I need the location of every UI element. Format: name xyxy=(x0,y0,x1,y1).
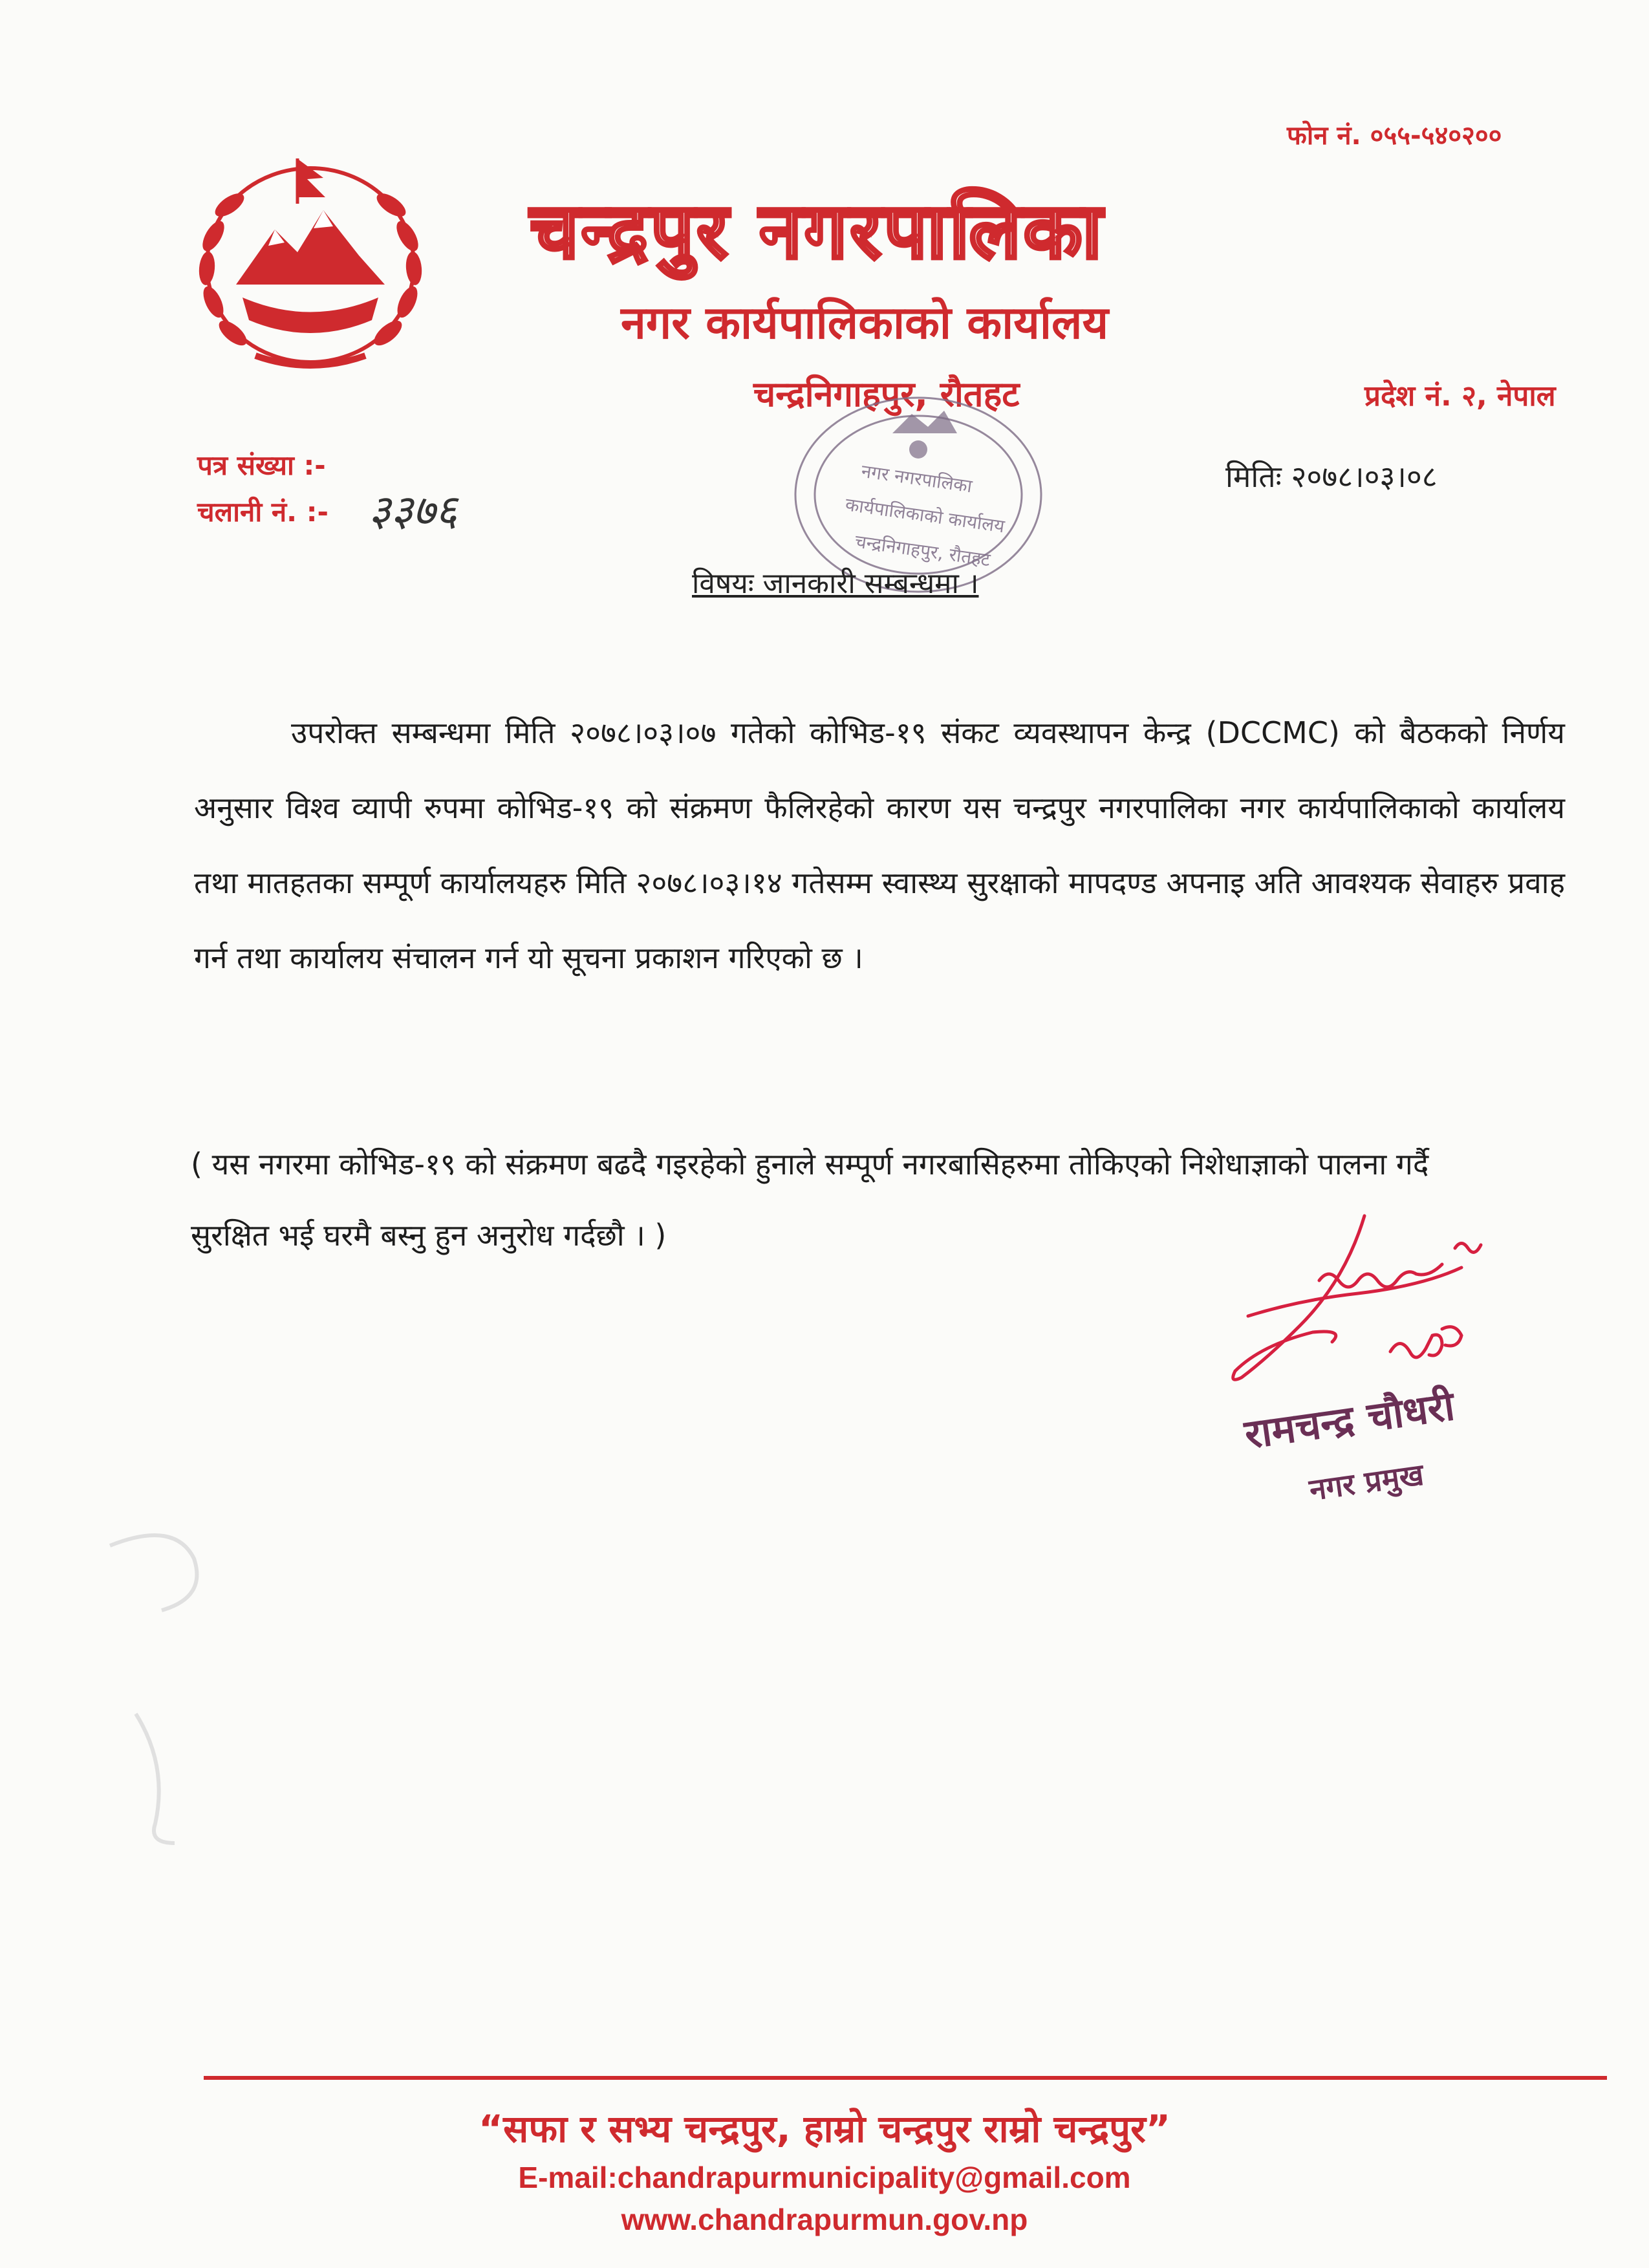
letter-body xyxy=(194,695,1565,995)
office-address: चन्द्रनिगाहपुर, रौतहट xyxy=(753,374,1020,415)
footer-divider xyxy=(204,2076,1607,2080)
footer-website: www.chandrapurmun.gov.np xyxy=(621,2203,1028,2236)
dispatch-number-label: चलानी नं. :- xyxy=(197,496,329,528)
municipality-name: चन्द्रपुर नगरपालिका xyxy=(530,186,1105,275)
letter-note: ( यस नगरमा कोभिड-१९ को संक्रमण बढदै गइरहेको हुनाले सम्पूर्ण नगरबासिहरुमा तोकिएको निशेधाज्ञाको पालना गर्दै सुरक्षित भई घरमै बस्नु हुन अनुरोध गर्दछौ । ) xyxy=(191,1147,1429,1253)
scan-smudge-icon xyxy=(97,1520,265,1856)
province-label: प्रदेश नं. २, नेपाल xyxy=(1364,380,1556,413)
footer-slogan: “सफा र सभ्य चन्द्रपुर, हाम्रो चन्द्रपुर राम्रो चन्द्रपुर” xyxy=(479,2107,1170,2151)
handwritten-signature xyxy=(1151,1203,1539,1416)
nepal-emblem-icon xyxy=(178,133,443,391)
phone-number: फोन नं. ०५५-५४०२०० xyxy=(1287,121,1502,151)
letter-date: मितिः २०७८।०३।०८ xyxy=(1225,459,1438,494)
letter-number-label: पत्र संख्या :- xyxy=(197,449,326,481)
signer-name: रामचन्द्र चौधरी xyxy=(1242,1381,1458,1458)
stamp-line-1: नगर नगरपालिका xyxy=(859,460,974,497)
footer-email: E-mail:chandrapurmunicipality@gmail.com xyxy=(518,2161,1131,2194)
signer-title: नगर प्रमुख xyxy=(1307,1456,1426,1507)
letter-subject: विषयः जानकारी सम्बन्धमा । xyxy=(692,567,979,600)
body-paragraph: उपरोक्त सम्बन्धमा मिति २०७८।०३।०७ गतेको कोभिड-१९ संकट व्यवस्थापन केन्द्र (DCCMC) को बैठकको निर्णय अनुसार विश्व व्यापी रुपमा कोभिड-१९ को संक्रमण फैलिरहेको कारण यस चन्द्रपुर नगरपालिका नगर कार्यपालिकाको कार्यालय तथा मातहतका सम्पूर्ण कार्यालयहरु मिति २०७८।०३।१४ गतेसम्म स्वास्थ्य सुरक्षाको मापदण्ड अपनाइ अति आवश्यक सेवाहरु प्रवाह गर्न तथा कार्यालय संचालन गर्न यो सूचना प्रकाशन गरिएको छ । xyxy=(194,715,1565,975)
office-subtitle: नगर कार्यपालिकाको कार्यालय xyxy=(621,296,1109,349)
stamp-line-2: कार्यपालिकाको कार्यालय xyxy=(844,493,1006,537)
stamp-line-3: चन्द्रनिगाहपुर, रौतहट xyxy=(853,530,992,571)
dispatch-number-value: ३३७६ xyxy=(369,486,458,535)
